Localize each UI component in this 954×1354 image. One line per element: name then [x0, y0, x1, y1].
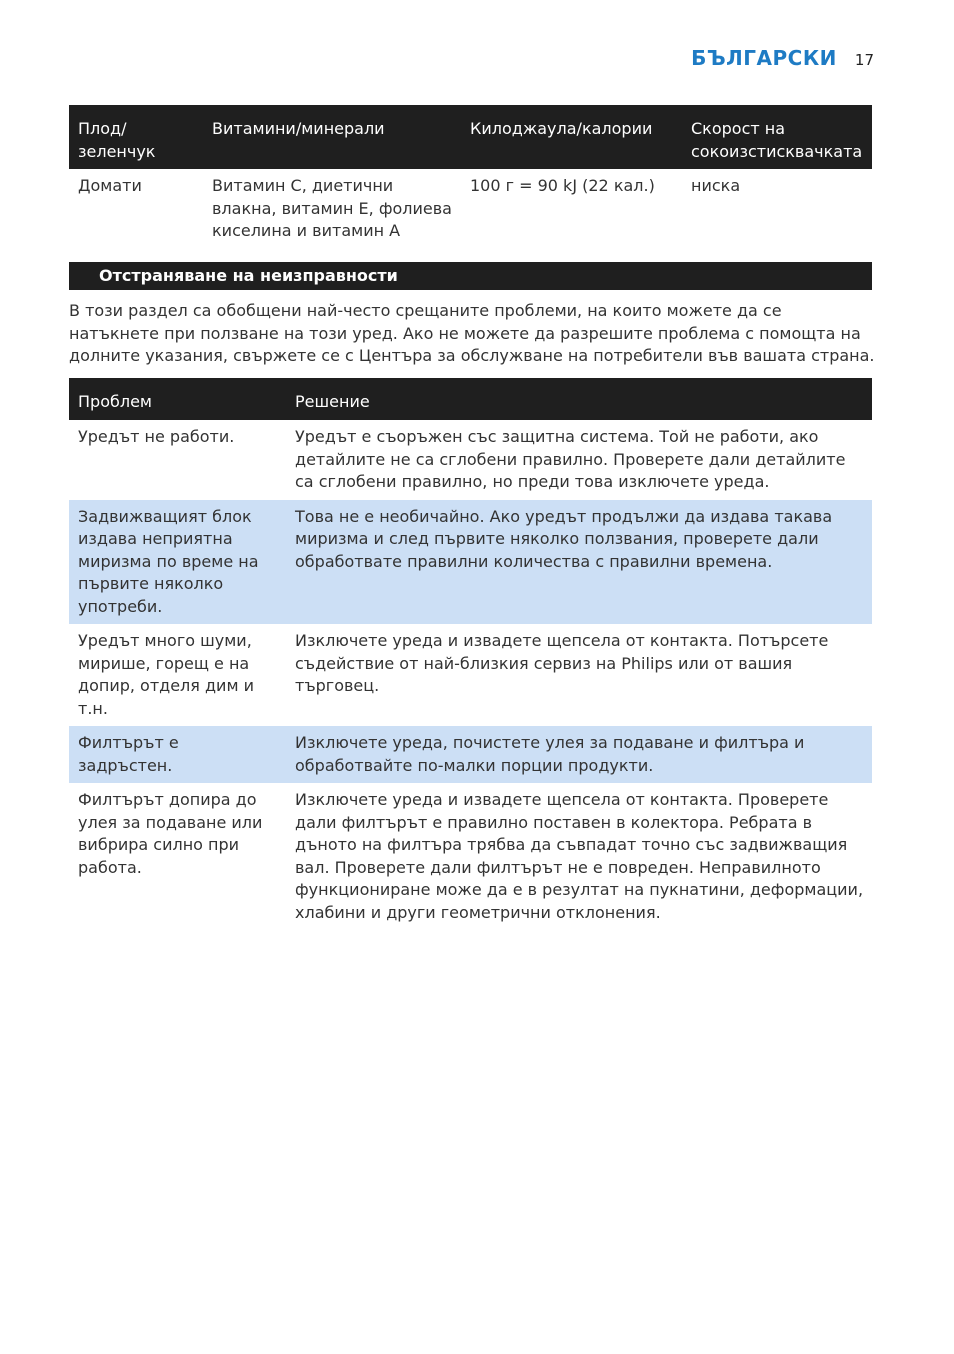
header-cell-solution: Решение: [286, 378, 872, 420]
table-row: [69, 500, 872, 625]
solution-cell: Изключете уреда, почистете улея за подаване и филтъра и обработвайте по-малки порции продукти.: [286, 726, 872, 783]
solution-cell: Изключете уреда и извадете щепсела от контакта. Потърсете съдействие от най-близкия сервиз на Philips или от вашия търговец.: [295, 631, 829, 695]
table-row: [69, 726, 872, 783]
section-heading: Отстраняване на неизправности: [69, 262, 872, 290]
table-row: [69, 624, 872, 726]
cell-speed: ниска: [691, 176, 741, 195]
header-cell-calories: Килоджаула/калории: [461, 105, 682, 169]
problem-cell: Филтърът е задръстен.: [69, 726, 286, 783]
problem-cell: Задвижващият блок издава неприятна миризма по време на първите няколко употреби.: [69, 500, 286, 625]
table-header-row: [69, 378, 872, 420]
solution-cell: Уредът е съоръжен със защитна система. Той не работи, ако детайлите не са сглобени правилно. Проверете дали детайлите са сглобени правилно, но преди това изключете уреда.: [295, 427, 846, 491]
troubleshooting-table: [69, 378, 872, 930]
header-cell-speed: Скорост на сокоизстисквачката: [682, 105, 872, 169]
problem-cell: Филтърът допира до улея за подаване или вибрира силно при работа.: [78, 790, 263, 877]
section-intro: В този раздел са обобщени най-често срещаните проблеми, на които можете да се натъкнете при ползване на този уред. Ако не можете да разрешите проблема с помощта на долните указания, свържете се с Центъра за обслужване на потребители във вашата страна.: [69, 301, 875, 365]
table-header-row: [69, 105, 872, 169]
problem-cell: Уредът много шуми, мирише, горещ е на допир, отделя дим и т.н.: [78, 631, 255, 718]
page-header: [691, 46, 874, 70]
header-cell-produce: Плод/ зеленчук: [69, 105, 203, 169]
cell-calories: 100 г = 90 kJ (22 кал.): [470, 176, 655, 195]
header-cell-vitamins: Витамини/минерали: [203, 105, 461, 169]
table-row: [69, 420, 872, 500]
problem-cell: Уредът не работи.: [78, 427, 235, 446]
header-cell-problem: Проблем: [69, 378, 286, 420]
cell-vitamins: Витамин C, диетични влакна, витамин E, фолиева киселина и витамин А: [212, 176, 452, 240]
page-number: 17: [854, 51, 874, 69]
table-row: [69, 169, 872, 249]
nutrition-table: [69, 105, 872, 249]
solution-cell: Това не е необичайно. Ако уредът продължи да издава такава миризма и след първите няколко ползвания, проверете дали обработвате правилни количества с правилни времена.: [286, 500, 872, 625]
language-label: БЪЛГАРСКИ: [691, 46, 837, 70]
table-row: [69, 783, 872, 930]
cell-produce: Домати: [78, 176, 142, 195]
solution-cell: Изключете уреда и извадете щепсела от контакта. Проверете дали филтърът е правилно поставен в колектора. Ребрата в дъното на филтъра трябва да съвпадат точно със задвижващия вал. Проверете дали филтърът не е повреден. Неправилното функциониране може да е в резултат на пукнатини, деформации, хлабини и други геометрични отклонения.: [295, 790, 864, 922]
